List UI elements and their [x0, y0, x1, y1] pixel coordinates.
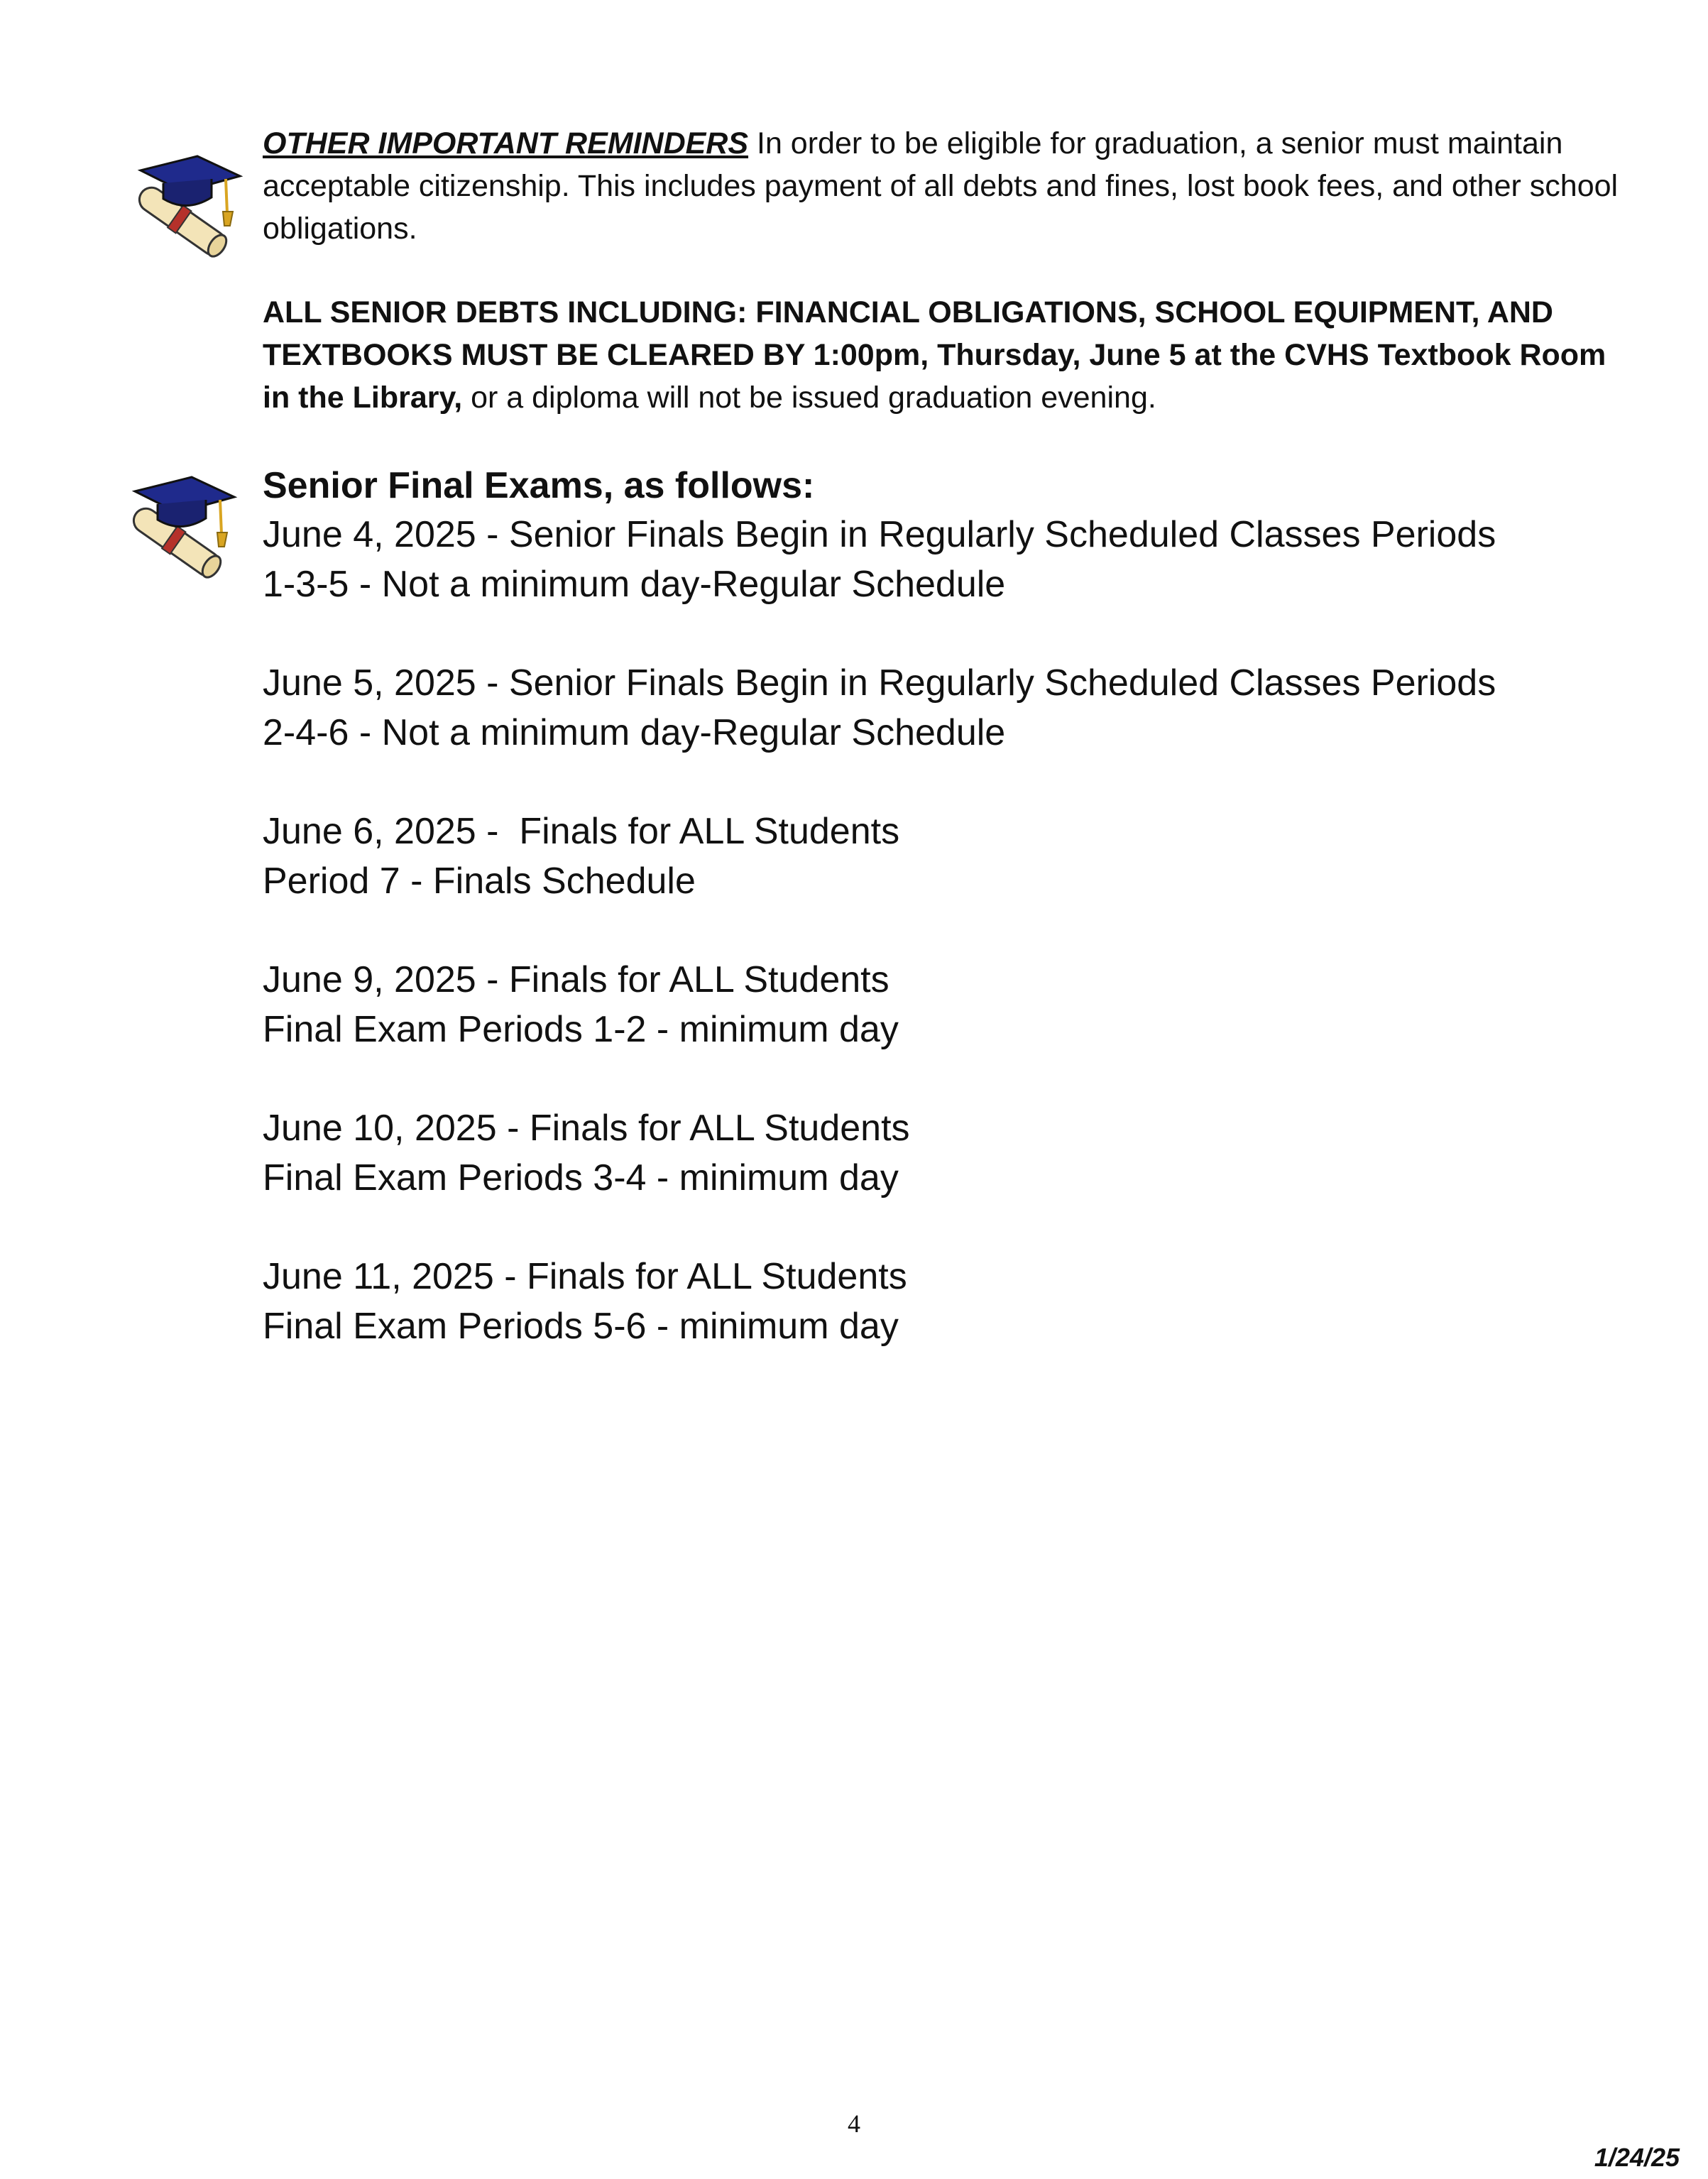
revision-date: 1/24/25	[1594, 2143, 1680, 2172]
exam-entry	[263, 955, 1633, 1054]
exam-entry-date-line: June 6, 2025 - Finals for ALL Students	[263, 811, 900, 852]
exam-entry-detail-line: Final Exam Periods 5-6 - minimum day	[263, 1306, 899, 1347]
reminders-text: In order to be eligible for graduation, a senior must maintain acceptable citizenship. This includes payment of all debts and fines, lost book fees, and other school obligations.	[263, 126, 1619, 246]
exam-entry-detail-line: Final Exam Periods 3-4 - minimum day	[263, 1157, 899, 1198]
exam-entry	[263, 1252, 1633, 1351]
exam-entry-date-line: June 5, 2025 - Senior Finals Begin in Regularly Scheduled Classes Periods	[263, 662, 1496, 704]
exam-entry-date-line: June 9, 2025 - Finals for ALL Students	[263, 959, 889, 1000]
senior-debts-paragraph	[263, 291, 1633, 419]
exam-entry-detail-line: 1-3-5 - Not a minimum day-Regular Schedule	[263, 564, 1006, 605]
exam-entry	[263, 658, 1633, 758]
senior-final-exams-section	[263, 462, 1633, 1400]
reminders-heading: OTHER IMPORTANT REMINDERS	[263, 126, 749, 160]
exam-entry-detail-line: 2-4-6 - Not a minimum day-Regular Schedule	[263, 712, 1006, 753]
senior-final-exams-title: Senior Final Exams, as follows:	[263, 465, 815, 506]
exam-entry	[263, 807, 1633, 906]
exam-entry	[263, 1103, 1633, 1203]
exam-entry-detail-line: Final Exam Periods 1-2 - minimum day	[263, 1009, 899, 1050]
reminders-paragraph	[263, 122, 1633, 250]
exam-entry-detail-line: Period 7 - Finals Schedule	[263, 861, 696, 902]
exam-entry-date-line: June 11, 2025 - Finals for ALL Students	[263, 1256, 907, 1297]
senior-debts-normal-text: or a diploma will not be issued graduation evening.	[462, 381, 1156, 415]
exam-entry-date-line: June 4, 2025 - Senior Finals Begin in Regularly Scheduled Classes Periods	[263, 514, 1496, 555]
page-number: 4	[848, 2109, 860, 2138]
senior-debts-bold-text: ALL SENIOR DEBTS INCLUDING: FINANCIAL OBLIGATIONS, SCHOOL EQUIPMENT, AND TEXTBOOKS MUST BE CLEARED BY 1:00pm, Thursday, June 5 at the CVHS Textbook Room in the Library,	[263, 295, 1606, 415]
graduation-cap-diploma-icon	[114, 463, 241, 591]
exam-entry	[263, 510, 1633, 609]
graduation-cap-diploma-icon	[119, 142, 247, 270]
exam-entry-date-line: June 10, 2025 - Finals for ALL Students	[263, 1108, 910, 1149]
